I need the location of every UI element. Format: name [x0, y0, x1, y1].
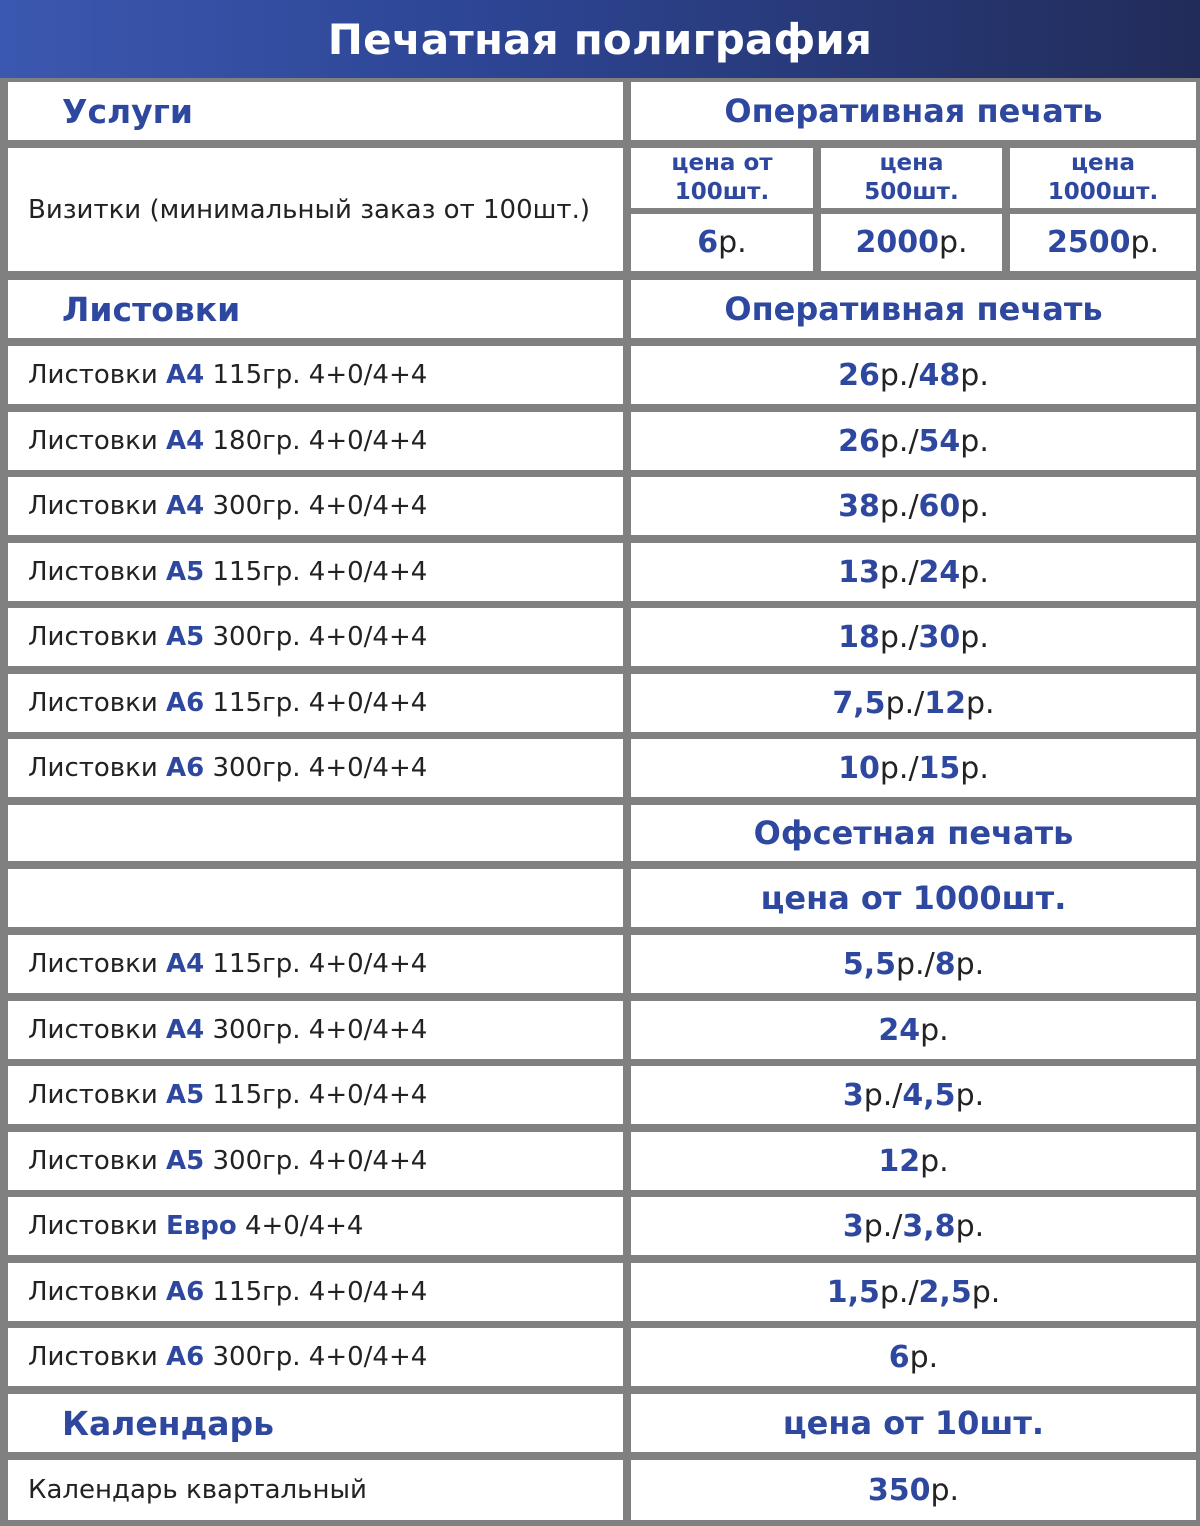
operative-title: Оперативная печать [724, 92, 1103, 130]
row-label [28, 1080, 427, 1110]
leaflets-title: Листовки [62, 289, 241, 329]
price-value-2: 2,5 [918, 1274, 972, 1310]
calendar-price-cell [631, 1460, 1196, 1520]
table-row-price-cell [631, 1001, 1196, 1059]
price-value-1: 1,5 [826, 1274, 880, 1310]
table-row-price-cell [631, 1066, 1196, 1124]
page-header [0, 0, 1200, 78]
table-row-price-cell [631, 674, 1196, 732]
row-suffix: 115гр. 4+0/4+4 [204, 1277, 428, 1307]
business-cards-col2-head-cell [821, 148, 1002, 208]
table-row-label-cell [8, 1066, 623, 1124]
row-price [878, 1144, 948, 1179]
table-row-label-cell [8, 477, 623, 535]
row-price [838, 751, 989, 786]
price-sep: р./ [879, 554, 919, 590]
business-cards-col2-unit: р. [938, 225, 968, 260]
business-cards-col1-head-cell [631, 148, 813, 208]
row-label [28, 557, 427, 587]
price-unit: р. [960, 750, 989, 786]
price-sep: р./ [879, 357, 919, 393]
row-price [843, 1078, 984, 1113]
price-value-2: 12 [924, 685, 966, 721]
format-badge: А5 [166, 1080, 205, 1110]
business-cards-col3-price-cell [1010, 214, 1196, 271]
price-unit: р. [960, 488, 989, 524]
row-label [28, 360, 427, 390]
business-cards-col3-price: 2500 [1046, 225, 1131, 260]
row-label [28, 753, 427, 783]
table-row-label-cell [8, 412, 623, 470]
offset-header-left-cell [8, 805, 623, 861]
row-suffix: 115гр. 4+0/4+4 [204, 557, 428, 587]
row-prefix: Листовки [28, 753, 166, 783]
row-suffix: 300гр. 4+0/4+4 [204, 1015, 428, 1045]
row-prefix: Листовки [28, 1080, 166, 1110]
price-value-1: 26 [838, 423, 880, 459]
row-suffix: 300гр. 4+0/4+4 [204, 753, 428, 783]
business-cards-label-cell [8, 148, 623, 271]
row-price [838, 424, 989, 459]
price-value-1: 7,5 [832, 685, 886, 721]
price-value-2: 4,5 [902, 1077, 956, 1113]
row-prefix: Листовки [28, 1342, 166, 1372]
table-row-price-cell [631, 739, 1196, 797]
price-sep: р. [909, 1339, 939, 1375]
row-price [838, 489, 989, 524]
price-value-1: 38 [838, 488, 880, 524]
price-sep: р./ [863, 1208, 903, 1244]
price-value-2: 24 [918, 554, 961, 590]
row-label [28, 491, 427, 521]
price-value-1: 10 [838, 750, 880, 786]
price-unit: р. [971, 1274, 1001, 1310]
row-label [28, 1277, 427, 1307]
format-badge: А6 [166, 688, 205, 718]
row-prefix: Листовки [28, 688, 166, 718]
calendar-title: Календарь [62, 1403, 275, 1443]
row-prefix: Листовки [28, 622, 166, 652]
row-prefix: Листовки [28, 360, 166, 390]
row-label [28, 426, 427, 456]
offset-subheader-left-cell [8, 869, 623, 927]
row-suffix: 115гр. 4+0/4+4 [204, 949, 428, 979]
row-suffix: 300гр. 4+0/4+4 [204, 1146, 428, 1176]
price-value-2: 8 [934, 946, 956, 982]
business-cards-col1-head: цена от 100шт. [671, 150, 773, 205]
calendar-header-cell [8, 1394, 623, 1452]
price-unit: р. [960, 554, 989, 590]
price-value-1: 18 [838, 619, 880, 655]
table-row-label-cell [8, 543, 623, 601]
format-badge: А6 [166, 1277, 205, 1307]
row-price [843, 1209, 984, 1244]
format-badge: А5 [166, 1146, 205, 1176]
price-value-1: 3 [842, 1208, 864, 1244]
table-row-label-cell [8, 1328, 623, 1386]
row-price [838, 620, 989, 655]
row-suffix: 115гр. 4+0/4+4 [204, 688, 428, 718]
table-row-label-cell [8, 674, 623, 732]
format-badge: А4 [166, 426, 205, 456]
row-label [28, 1146, 427, 1176]
business-cards-col2-price: 2000 [855, 225, 939, 260]
price-value-2: 15 [918, 750, 961, 786]
price-sep: р. [920, 1143, 949, 1179]
business-cards-col1-price: 6 [697, 225, 719, 260]
offset-header-cell [631, 805, 1196, 861]
price-sep: р. [920, 1012, 949, 1048]
page-title: Печатная полиграфия [327, 14, 873, 64]
row-prefix: Листовки [28, 1211, 166, 1241]
calendar-price-title: цена от 10шт. [782, 1404, 1045, 1442]
business-cards-col2-price-cell [821, 214, 1002, 271]
row-label [28, 622, 427, 652]
business-cards-col1-unit: р. [718, 225, 747, 260]
price-sep: р./ [896, 946, 935, 982]
row-price [878, 1013, 948, 1048]
price-value-2: 3,8 [902, 1208, 956, 1244]
price-value-2: 48 [918, 357, 961, 393]
leaflets-operative-title: Оперативная печать [724, 290, 1103, 328]
calendar-label: Календарь квартальный [28, 1475, 367, 1505]
calendar-unit: р. [930, 1472, 960, 1508]
business-cards-col2-head: цена 500шт. [864, 150, 959, 205]
price-value-1: 3 [842, 1077, 864, 1113]
row-suffix: 300гр. 4+0/4+4 [204, 491, 428, 521]
price-unit: р. [966, 685, 995, 721]
table-row-price-cell [631, 1328, 1196, 1386]
row-prefix: Листовки [28, 557, 166, 587]
price-sep: р./ [879, 423, 919, 459]
price-value-1: 26 [838, 357, 880, 393]
row-suffix: 300гр. 4+0/4+4 [204, 622, 428, 652]
row-prefix: Листовки [28, 1015, 166, 1045]
business-cards-col3-head: цена 1000шт. [1047, 150, 1159, 205]
price-value-1: 13 [838, 554, 880, 590]
business-cards-col3-head-cell [1010, 148, 1196, 208]
price-value-1: 5,5 [842, 946, 896, 982]
table-row-price-cell [631, 1132, 1196, 1190]
price-sep: р./ [879, 619, 919, 655]
row-suffix: 115гр. 4+0/4+4 [204, 1080, 428, 1110]
row-label [28, 1342, 427, 1372]
price-value-2: 54 [918, 423, 961, 459]
row-price [838, 358, 989, 393]
row-price [838, 555, 989, 590]
row-label [28, 1015, 427, 1045]
format-badge: А5 [166, 557, 205, 587]
table-row-price-cell [631, 346, 1196, 404]
row-price [889, 1340, 938, 1375]
price-unit: р. [955, 946, 985, 982]
row-price [832, 686, 994, 721]
business-cards-col1-price-cell [631, 214, 813, 271]
leaflets-header-cell [8, 280, 623, 338]
price-unit: р. [960, 423, 989, 459]
price-sep: р./ [885, 685, 925, 721]
price-unit: р. [960, 619, 989, 655]
offset-title: Офсетная печать [753, 814, 1074, 852]
price-value-2: 30 [918, 619, 961, 655]
price-unit: р. [955, 1208, 985, 1244]
format-badge: Евро [166, 1211, 237, 1241]
operative-header-cell [631, 82, 1196, 140]
offset-subheader-cell [631, 869, 1196, 927]
business-cards-col3-unit: р. [1130, 225, 1160, 260]
business-cards-label: Визитки (минимальный заказ от 100шт.) [28, 194, 590, 225]
format-badge: А5 [166, 622, 205, 652]
price-unit: р. [955, 1077, 985, 1113]
price-sep: р./ [879, 750, 919, 786]
table-row-label-cell [8, 1001, 623, 1059]
offset-subtitle: цена от 1000шт. [760, 879, 1067, 917]
calendar-label-cell [8, 1460, 623, 1520]
row-suffix: 115гр. 4+0/4+4 [204, 360, 428, 390]
format-badge: А4 [166, 949, 205, 979]
row-prefix: Листовки [28, 426, 166, 456]
services-title: Услуги [62, 91, 194, 131]
row-prefix: Листовки [28, 949, 166, 979]
price-sep: р./ [879, 1274, 919, 1310]
table-row-label-cell [8, 346, 623, 404]
table-row-label-cell [8, 1197, 623, 1255]
table-row-price-cell [631, 935, 1196, 993]
table-row-price-cell [631, 1197, 1196, 1255]
table-row-price-cell [631, 608, 1196, 666]
calendar-price-header-cell [631, 1394, 1196, 1452]
row-price [843, 947, 984, 982]
row-label [28, 688, 427, 718]
format-badge: А4 [166, 491, 205, 521]
row-suffix: 300гр. 4+0/4+4 [204, 1342, 428, 1372]
row-prefix: Листовки [28, 491, 166, 521]
table-row-price-cell [631, 412, 1196, 470]
price-sep: р./ [863, 1077, 903, 1113]
row-label [28, 949, 427, 979]
format-badge: А6 [166, 1342, 205, 1372]
format-badge: А6 [166, 753, 205, 783]
leaflets-operative-header-cell [631, 280, 1196, 338]
table-row-label-cell [8, 1263, 623, 1321]
price-value-1: 12 [878, 1143, 921, 1179]
row-prefix: Листовки [28, 1146, 166, 1176]
table-row-label-cell [8, 935, 623, 993]
format-badge: А4 [166, 360, 205, 390]
price-unit: р. [960, 357, 989, 393]
price-value-1: 24 [878, 1012, 921, 1048]
price-value-2: 60 [918, 488, 961, 524]
table-row-price-cell [631, 543, 1196, 601]
table-row-price-cell [631, 477, 1196, 535]
row-suffix: 4+0/4+4 [236, 1211, 364, 1241]
table-row-label-cell [8, 739, 623, 797]
row-label [28, 1211, 363, 1241]
row-price [827, 1275, 1001, 1310]
row-suffix: 180гр. 4+0/4+4 [204, 426, 428, 456]
row-prefix: Листовки [28, 1277, 166, 1307]
format-badge: А4 [166, 1015, 205, 1045]
calendar-price: 350 [867, 1472, 931, 1508]
price-value-1: 6 [888, 1339, 910, 1375]
table-row-label-cell [8, 608, 623, 666]
table-row-label-cell [8, 1132, 623, 1190]
table-row-price-cell [631, 1263, 1196, 1321]
services-header-cell [8, 82, 623, 140]
price-sep: р./ [879, 488, 919, 524]
